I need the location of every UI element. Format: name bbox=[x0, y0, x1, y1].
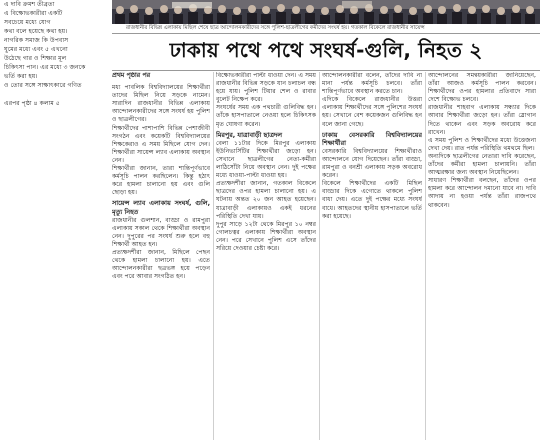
article-column-2 bbox=[216, 72, 316, 440]
column-divider bbox=[319, 72, 320, 440]
subheading: সায়েন্স ল্যাব এলাকায় সংঘর্ষ, গুলি, মৃত্যু নিহত bbox=[112, 199, 210, 216]
paragraph: সংঘর্ষের সময় এক পথচারী গুলিবিদ্ধ হন। তাঁকে হাসপাতালে নেওয়া হলে চিকিৎসক মৃত ঘোষণা করেন। bbox=[216, 104, 316, 128]
prev-line: এ বিক্ষোভকারীরা একটি bbox=[4, 10, 63, 17]
paragraph: বিক্ষোভকারীরা পাল্টা ধাওয়া দেন। এ সময় রাজধানীর বিভিন্ন সড়কে যান চলাচল বন্ধ হয়ে যায়। পুলিশ টিয়ার শেল ও রাবার বুলেট নিক্ষেপ করে। bbox=[216, 72, 316, 104]
paragraph: এ সময় পুলিশ ও শিক্ষার্থীদের মধ্যে উত্তেজনা দেখা দেয়। রাত পর্যন্ত পরিস্থিতি থমথমে ছিল। bbox=[428, 136, 536, 152]
prev-line: সবচেয়ে মধ্যে যোগ bbox=[4, 19, 51, 26]
paragraph: শিক্ষার্থীদের পাশাপাশি বিভিন্ন পেশাজীবী সংগঠন এবং কয়েকটি বিশ্ববিদ্যালয়ের শিক্ষকেরাও এ সময় মিছিলে যোগ দেন। শিক্ষার্থীরা সায়েন্স ল্যাব এলাকায় অবস্থান নেন। bbox=[112, 124, 210, 164]
paragraph: আন্দোলনের সমন্বয়কারীরা জানিয়েছেন, তাঁরা আজও কর্মসূচি পালন করবেন। শিক্ষার্থীদের ওপর হামলার প্রতিবাদে সারা দেশে বিক্ষোভ চলবে। bbox=[428, 72, 536, 104]
prev-line: এ দাবি ক্রমশ তীব্রতা bbox=[4, 1, 55, 8]
paragraph: বেলা ১১টার দিকে মিরপুর এলাকায় ইউনিভার্সিটির শিক্ষার্থীরা জড়ো হন। সেখানে ছাত্রলীগের নেতা-কর্মীরা লাঠিসোঁটা নিয়ে অবস্থান নেন। দুই পক্ষের মধ্যে ধাওয়া-পাল্টা ধাওয়া হয়। bbox=[216, 139, 316, 180]
prev-line: চিকিৎসা পান। এর মধ্যে ৩ জনকে bbox=[4, 64, 86, 71]
column-divider bbox=[425, 72, 426, 440]
paragraph: রাজধানীর শাহবাগ এলাকায় সন্ধ্যার দিকে আবার শিক্ষার্থীরা জড়ো হন। তাঁরা স্লোগান দিতে থাকেন এবং সড়ক অবরোধ করে রাখেন। bbox=[428, 104, 536, 136]
column-divider bbox=[213, 72, 214, 440]
prev-line: উঠেছে গার ও শিক্ষার মূল bbox=[4, 55, 67, 62]
prev-line: কথা বলে হয়েছে কথা হয়। bbox=[4, 28, 68, 35]
prev-line: নাগরিক সমাজ কি উপবাস bbox=[4, 37, 69, 44]
paragraph: রাজধানীর গুলশান, বাড্ডা ও রামপুরা এলাকায় সকাল থেকে শিক্ষার্থীরা অবস্থান নেন। দুপুরের পর সংঘর্ষ শুরু হলে বহু শিক্ষার্থী আহত হন। bbox=[112, 216, 210, 248]
article-column-1 bbox=[112, 72, 210, 440]
paragraph: আন্দোলনকারীরা বলেন, তাঁদের দাবি না মানা পর্যন্ত কর্মসূচি চলবে। তাঁরা শান্তিপূর্ণভাবে অবস্থান করতে চান। bbox=[322, 72, 422, 96]
subheading: ঢাকায় বেসরকারি বিশ্ববিদ্যালয়ের শিক্ষার্থীরা bbox=[322, 130, 422, 147]
paragraph: এদিকে বিকেলে রাজধানীর উত্তরা এলাকায় শিক্ষার্থীদের সঙ্গে পুলিশের সংঘর্ষ হয়। সেখানে বেশ কয়েকজন গুলিবিদ্ধ হন বলে জানা গেছে। bbox=[322, 96, 422, 128]
article-column-3 bbox=[322, 72, 422, 440]
prev-line: ও তোর সঙ্গে সাক্ষাৎকারে গণিত bbox=[4, 82, 82, 89]
paragraph: বেসরকারি বিশ্ববিদ্যালয়ের শিক্ষার্থীরাও আন্দোলনে যোগ দিয়েছেন। তাঁরা বাড্ডা, রামপুরা ও বনশ্রী এলাকায় সড়ক অবরোধ করেন। bbox=[322, 147, 422, 180]
paragraph: অন্যদিকে ছাত্রলীগের নেতারা দাবি করেছেন, তাঁদের কর্মীরা হামলা চালায়নি। তাঁরা আত্মরক্ষার জন্য অবস্থান নিয়েছিলেন। bbox=[428, 152, 536, 177]
paragraph: বিকেলে শিক্ষার্থীদের একটি মিছিল বাড্ডার দিকে এগোতে থাকলে পুলিশ বাধা দেয়। এতে দুই পক্ষের মধ্যে সংঘর্ষ বাধে। আহতদের স্থানীয় হাসপাতালে ভর্তি করা হয়েছে। bbox=[322, 180, 422, 220]
prev-line: ভর্তি করা হয়। bbox=[4, 73, 38, 80]
continued-on-label: এরপর পৃষ্ঠা ৪ কলাম ৫ bbox=[4, 100, 60, 107]
paragraph: সাধারণ শিক্ষার্থীরা বলছেন, তাঁদের ওপর হামলা করে আন্দোলন দমানো যাবে না। দাবি আদায় না হওয়া পর্যন্ত তাঁরা রাজপথে থাকবেন। bbox=[428, 177, 536, 209]
prev-line: ঘুমের মধ্যে এবং ৫ এখনো bbox=[4, 46, 68, 53]
paragraph: শিক্ষার্থীরা জানান, তারা শান্তিপূর্ণভাবে কর্মসূচি পালন করছিলেন। কিন্তু হঠাৎ করে হামলা চালানো হয় এবং গুলি ছোড়া হয়। bbox=[112, 165, 210, 197]
paragraph: দুপুর সাড়ে ১২টা থেকে মিরপুর ১০ নম্বর গোলচত্বর এলাকায় শিক্ষার্থীরা অবস্থান নেন। পরে সেখানে পুলিশ এসে তাঁদের সরিয়ে দেওয়ার চেষ্টা করে। bbox=[216, 220, 316, 252]
article-column-4 bbox=[428, 72, 536, 440]
photo-caption: রাজধানীর বিভিন্ন এলাকায় মিছিল শেষে ছাত্র আন্দোলনকারীদের সঙ্গে পুলিশ-ছাত্রলীগের কর্মীদের সংঘর্ষ হয়। গতকাল বিকেলে রাজধানীর সায়েন্স bbox=[126, 25, 425, 31]
subheading: মিরপুর, যাত্রাবাড়ী ছাত্রদল bbox=[216, 130, 283, 139]
headline[interactable]: ঢাকায় পথে পথে সংঘর্ষ-গুলি, নিহত ২ bbox=[112, 33, 540, 71]
paragraph: প্রত্যক্ষদর্শীরা জানান, মিছিলে পেছন থেকে হামলা চালানো হয়। এতে আন্দোলনকারীরা ছত্রভঙ্গ হয়ে পড়েন এবং পরে আবার সংগঠিত হন। bbox=[112, 248, 210, 281]
crowd-photo bbox=[112, 0, 540, 24]
paragraph: প্রত্যক্ষদর্শীরা জানান, গতকাল বিকেলে ছাত্রদের ওপর হামলা চালানো হয়। এ ঘটনায় অন্তত ২০ জন আহত হয়েছেন। যাত্রাবাড়ী এলাকায়ও একই ধরনের পরিস্থিতি দেখা যায়। bbox=[216, 180, 316, 220]
paragraph: মধ্য পাবলিক বিশ্ববিদ্যালয়ের শিক্ষার্থীরা তাদের মিছিল নিয়ে সড়কে নামেন। সারাদিন রাজধানীর বিভিন্ন এলাকায় আন্দোলনকারীদের সঙ্গে সংঘর্ষ হয় পুলিশ ও ছাত্রলীগের। bbox=[112, 84, 210, 124]
previous-story-tail bbox=[4, 0, 116, 108]
continuation-label: প্রথম পৃষ্ঠার পর bbox=[112, 72, 151, 79]
